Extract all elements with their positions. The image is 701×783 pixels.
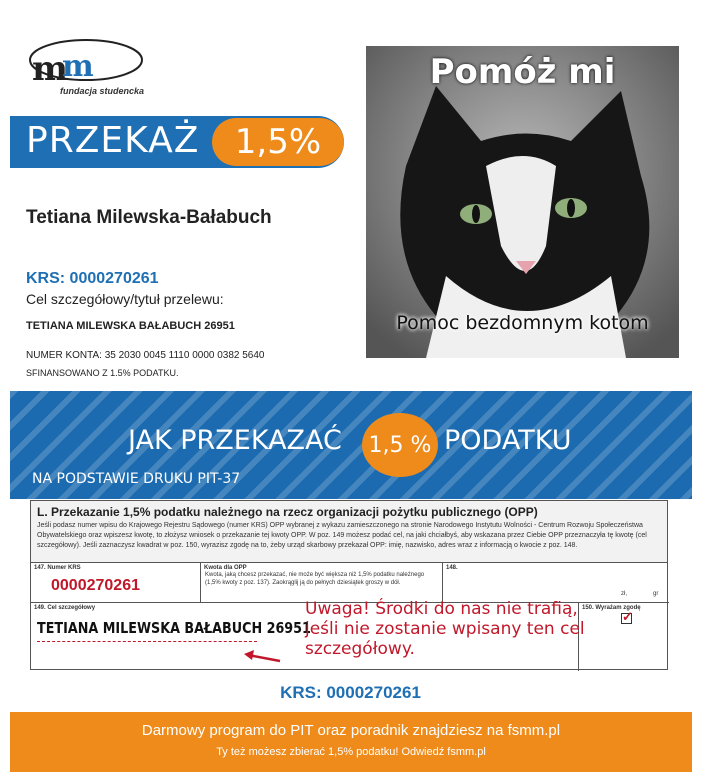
gr-unit: gr [653,591,659,597]
instruction-percent-badge: 1,5 % [362,413,438,477]
instruction-title-right: PODATKU [444,425,572,456]
form-title: L. Przekazanie 1,5% podatku należnego na rzecz organizacji pożytku publicznego (OPP) [37,505,538,519]
zl-unit: zł, [621,591,627,597]
percent-badge: 1,5% [212,118,344,166]
svg-text:m: m [32,49,68,89]
cat-photo [366,46,679,358]
footer-line-1: Darmowy program do PIT oraz poradnik znajdziesz na fsmm.pl [141,722,561,739]
logo-text: fundacja studencka [60,86,145,96]
amount-field[interactable] [443,563,669,603]
cel-field-value: TETIANA MILEWSKA BAŁABUCH 26951 [37,619,311,637]
account-number: NUMER KONTA: 35 2030 0045 1110 0000 0382 5640 [26,350,265,361]
footer-line-2: Ty też możesz zbierać 1,5% podatku! Odwiedź fsmm.pl [216,746,486,758]
consent-label: 150. Wyrażam zgodę [582,605,641,611]
cel-value: TETIANA MILEWSKA BAŁABUCH 26951 [26,320,235,332]
person-name: Tetiana Milewska-Bałabuch [26,207,272,228]
krs-number: KRS: 0000270261 [26,270,159,287]
kwota-info [201,563,443,603]
svg-text:m: m [62,49,94,84]
financed-note: SFINANSOWANO Z 1.5% PODATKU. [26,368,179,378]
form-description: Jeśli podasz numer wpisu do Krajowego Rejestru Sądowego (numer KRS) OPP wybranej z wykazu zamieszczonego na stronie Narodowego Instytutu Wolności - Centrum Rozwoju Społeczeństwa Obywatelskiego oraz wpiszesz kwotę, to złożysz wniosek o przekazanie tej kwoty OPP. W poz. 149 możesz podać cel, na jaki chciałbyś, aby wskazana przez Ciebie OPP przeznaczyła tę kwotę (cel szczegółowy). Jeśli zaznaczysz kwadrat w poz. 150, wyrazisz zgodę na to, żeby urząd skarbowy przekazał OPP: imię, nazwisko, adres wraz z informacją o kwocie z poz. 148. [37,522,647,549]
przekaz-label: PRZEKAŻ [26,120,200,161]
kwota-label: Kwota dla OPP [204,565,247,571]
krs-field[interactable] [31,563,201,603]
photo-caption: Pomoc bezdomnym kotom [396,312,649,334]
instruction-subtitle: NA PODSTAWIE DRUKU PIT-37 [32,471,241,487]
dashed-underline [37,641,257,642]
form-header [31,501,667,563]
krs-bottom: KRS: 0000270261 [280,683,421,702]
instruction-banner [10,391,692,499]
arrow-left-icon [242,650,282,664]
cel-field-label: 149. Cel szczegółowy [34,605,96,611]
footer-banner [10,712,692,772]
krs-field-label: 147. Numer KRS [34,565,81,571]
checkmark-icon: ✓ [622,609,633,624]
krs-field-value: 0000270261 [51,577,140,594]
instruction-title-left: JAK PRZEKAZAĆ [128,425,342,456]
kwota-description: Kwota, jaką chcesz przekazać, nie może być większa niż 1,5% podatku należnego (1,5% kwoty z poz. 137). Zaokrąglij ją do pełnych dziesiątek groszy w dół. [205,572,425,586]
amount-field-label: 148. [446,565,458,571]
photo-title: Pomóż mi [429,52,616,92]
warning-note: Uwaga! Środki do nas nie trafią, jeśli nie zostanie wpisany ten cel szczegółowy. [305,599,585,659]
cel-label: Cel szczegółowy/tytuł przelewu: [26,291,224,307]
